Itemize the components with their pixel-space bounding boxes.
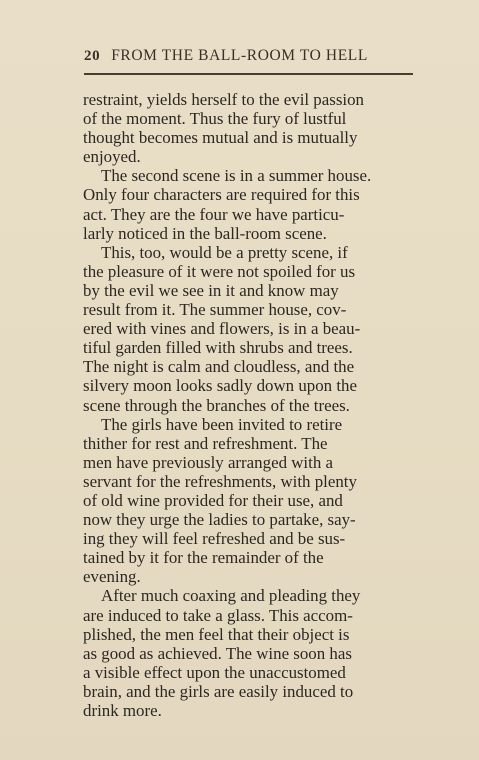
text-line: plished, the men feel that their object is	[83, 624, 350, 644]
text-line: Only four characters are required for this	[83, 185, 360, 205]
running-header	[84, 47, 414, 65]
text-line: drink more.	[83, 701, 162, 720]
text-line: enjoyed.	[83, 147, 141, 167]
text-line: thither for rest and refreshment. The	[83, 433, 328, 453]
text-line: a visible effect upon the unaccustomed	[83, 662, 346, 682]
paragraph-start-line: The girls have been invited to retire	[101, 414, 343, 434]
text-line: ered with vines and flowers, is in a beau-	[83, 319, 361, 339]
header-rule	[84, 73, 413, 75]
text-line: tained by it for the remainder of the	[83, 548, 324, 568]
paragraph-start-line: The second scene is in a summer house.	[101, 166, 372, 186]
text-line: act. They are the four we have particu-	[83, 204, 345, 224]
text-line: of old wine provided for their use, and	[83, 490, 343, 510]
text-line: silvery moon looks sadly down upon the	[83, 376, 357, 396]
page-number: 20	[84, 48, 101, 64]
text-line: restraint, yields herself to the evil passion	[83, 90, 364, 109]
text-line: result from it. The summer house, cov-	[83, 300, 347, 320]
text-line: by the evil we see in it and know may	[83, 280, 339, 300]
paragraph-start-line: This, too, would be a pretty scene, if	[101, 242, 348, 262]
text-line: The night is calm and cloudless, and the	[83, 357, 355, 377]
text-line: now they urge the ladies to partake, say-	[83, 510, 356, 530]
text-line: tiful garden filled with shrubs and trees.	[83, 338, 353, 358]
text-line: as good as achieved. The wine soon has	[83, 643, 352, 663]
text-line: of the moment. Thus the fury of lustful	[83, 109, 347, 129]
text-line: scene through the branches of the trees.	[83, 395, 350, 415]
paragraph-start-line: After much coaxing and pleading they	[101, 586, 361, 606]
text-line: larly noticed in the ball-room scene.	[83, 223, 327, 243]
text-line: ing they will feel refreshed and be sus-	[83, 529, 346, 549]
running-title: FROM THE BALL-ROOM TO HELL	[111, 47, 368, 64]
text-line: thought becomes mutual and is mutually	[83, 128, 358, 148]
text-line: brain, and the girls are easily induced to	[83, 681, 354, 701]
body-text	[83, 90, 418, 720]
text-line: evening.	[83, 567, 141, 587]
text-line: servant for the refreshments, with plenty	[83, 471, 357, 491]
text-line: the pleasure of it were not spoiled for us	[83, 261, 356, 281]
text-line: men have previously arranged with a	[83, 452, 333, 472]
text-line: are induced to take a glass. This accom-	[83, 605, 353, 625]
